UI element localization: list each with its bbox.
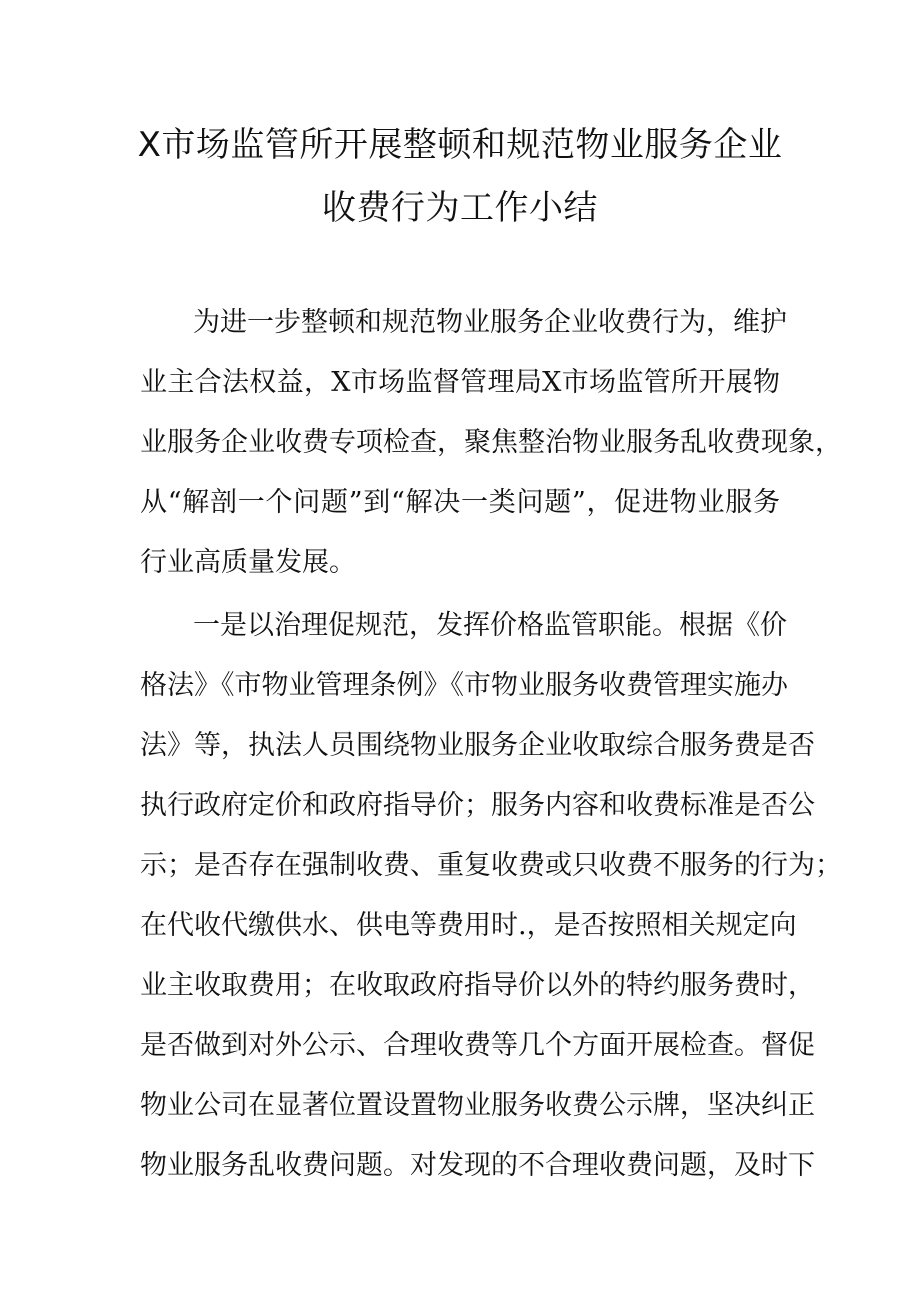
paragraph-1-line-1: 为进一步整顿和规范物业服务企业收费行为，维护 bbox=[193, 307, 787, 338]
paragraph-2-line-6: 在代收代缴供水、供电等费用时.，是否按照相关规定向 bbox=[140, 910, 797, 941]
paragraph-2-line-10: 物业服务乱收费问题。对发现的不合理收费问题，及时下 bbox=[140, 1150, 815, 1181]
paragraph-2-line-2: 格法》《市物业管理条例》《市物业服务收费管理实施办 bbox=[140, 670, 788, 701]
paragraph-1-line-4: 从“解剖一个问题”到“解决一类问题”，促进物业服务 bbox=[140, 487, 780, 518]
document-title-line-2: 收费行为工作小结 bbox=[322, 188, 598, 228]
paragraph-2-line-5: 示；是否存在强制收费、重复收费或只收费不服务的行为； bbox=[140, 850, 842, 881]
paragraph-2-line-3: 法》等，执法人员围绕物业服务企业收取综合服务费是否 bbox=[140, 730, 815, 761]
paragraph-2-line-8: 是否做到对外公示、合理收费等几个方面开展检查。督促 bbox=[140, 1030, 815, 1061]
paragraph-1-line-2: 业主合法权益，X市场监督管理局X市场监管所开展物 bbox=[140, 367, 780, 398]
paragraph-2-line-9: 物业公司在显著位置设置物业服务收费公示牌，坚决纠正 bbox=[140, 1090, 815, 1121]
paragraph-1-line-5: 行业高质量发展。 bbox=[140, 547, 356, 578]
paragraph-1-line-3: 业服务企业收费专项检查，聚焦整治物业服务乱收费现象， bbox=[140, 427, 842, 458]
paragraph-2-line-7: 业主收取费用；在收取政府指导价以外的特约服务费时， bbox=[140, 970, 815, 1001]
paragraph-2-line-4: 执行政府定价和政府指导价；服务内容和收费标准是否公 bbox=[140, 790, 815, 821]
document-title-line-1: X市场监管所开展整顿和规范物业服务企业 bbox=[137, 125, 783, 165]
paragraph-2-line-1: 一是以治理促规范，发挥价格监管职能。根据《价 bbox=[193, 610, 787, 641]
